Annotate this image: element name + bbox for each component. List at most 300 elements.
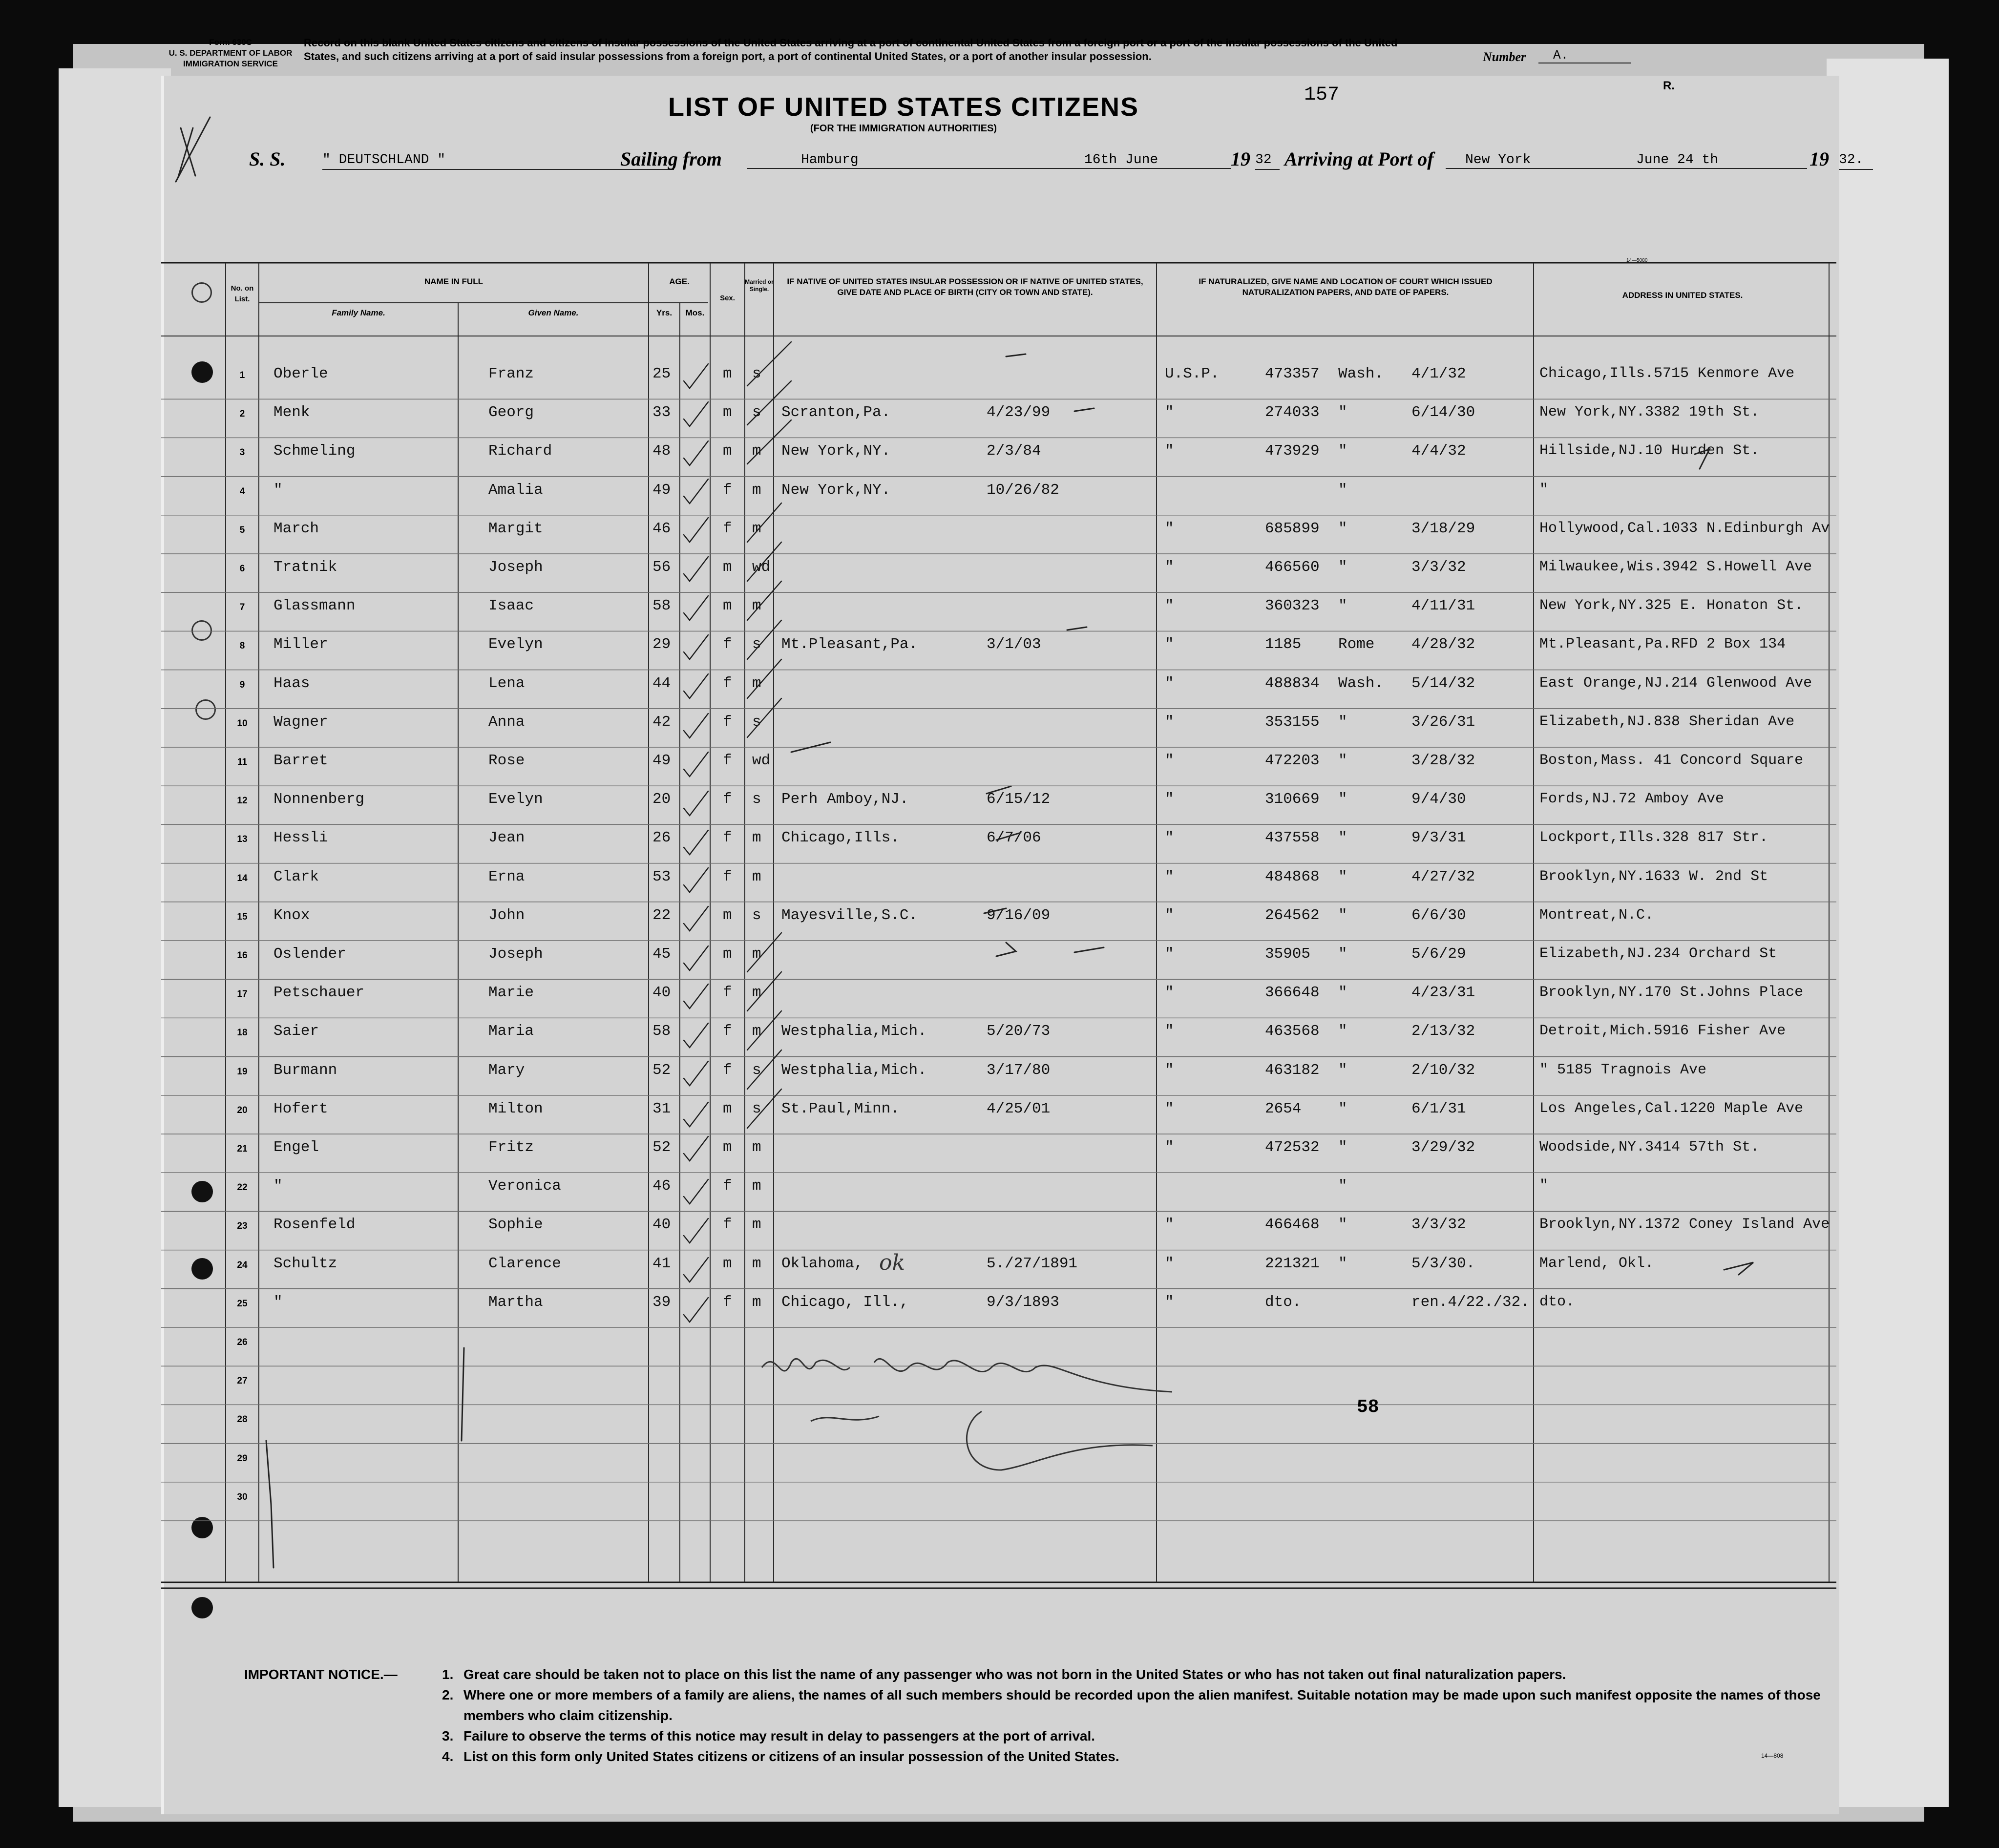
header-name-in-full: NAME IN FULL bbox=[424, 277, 483, 286]
age-years-cell: 26 bbox=[652, 829, 671, 847]
court-location-cell: " bbox=[1338, 713, 1347, 731]
marital-status-cell: wd bbox=[752, 752, 771, 769]
binder-hole-icon bbox=[195, 699, 216, 720]
sex-cell: m bbox=[723, 1100, 732, 1117]
sex-cell: m bbox=[723, 1139, 732, 1156]
address-cell: " bbox=[1539, 1177, 1549, 1195]
address-cell: Marlend, Okl. bbox=[1539, 1255, 1654, 1272]
age-years-cell: 45 bbox=[652, 945, 671, 963]
binder-hole-icon bbox=[191, 620, 212, 641]
naturalization-date-cell: 5/3/30. bbox=[1411, 1255, 1475, 1272]
marital-status-cell: m bbox=[752, 1023, 761, 1040]
address-cell: Montreat,N.C. bbox=[1539, 906, 1654, 924]
notice-item-text: Where one or more members of a family are aliens, the names of all such members should be recorded upon the alien manifest. Suitable notation may be made upon such manifest opposite the names of those members who claim citizenship. bbox=[463, 1687, 1821, 1723]
address-cell: Boston,Mass. 41 Concord Square bbox=[1539, 752, 1804, 769]
given-name-cell: Sophie bbox=[488, 1216, 543, 1234]
family-name-cell: " bbox=[274, 1177, 283, 1195]
marital-status-cell: s bbox=[752, 1061, 761, 1079]
naturalization-date-cell: 4/23/31 bbox=[1411, 984, 1475, 1002]
notice-item-text: Failure to observe the terms of this notice may result in delay to passengers at the port of arrival. bbox=[463, 1728, 1095, 1743]
age-years-cell: 33 bbox=[652, 404, 671, 421]
paper-number-cell: 274033 bbox=[1265, 404, 1320, 421]
arriving-year-suffix: 32. bbox=[1839, 152, 1873, 170]
age-years-cell: 52 bbox=[652, 1061, 671, 1079]
marital-status-cell: m bbox=[752, 674, 761, 692]
sex-cell: m bbox=[723, 945, 732, 963]
notice-item bbox=[442, 1685, 1844, 1726]
age-years-cell: 58 bbox=[652, 597, 671, 615]
row-number: 29 bbox=[237, 1453, 248, 1464]
naturalization-date-cell: 4/28/32 bbox=[1411, 636, 1475, 653]
binder-hole-icon bbox=[191, 1517, 213, 1538]
court-location-cell: " bbox=[1338, 945, 1347, 963]
paper-number-cell: 466468 bbox=[1265, 1216, 1320, 1234]
naturalization-date-cell: 3/26/31 bbox=[1411, 713, 1475, 731]
birth-place-cell: Mayesville,S.C. bbox=[781, 906, 918, 924]
marital-status-cell: s bbox=[752, 791, 761, 808]
given-name-cell: Franz bbox=[488, 365, 534, 382]
family-name-cell: Petschauer bbox=[274, 984, 365, 1002]
birth-date-cell: 2/3/84 bbox=[987, 442, 1041, 460]
given-name-cell: Veronica bbox=[488, 1177, 561, 1195]
age-years-cell: 41 bbox=[652, 1255, 671, 1272]
court-location-cell: Rome bbox=[1338, 636, 1375, 653]
binder-hole-icon bbox=[191, 1258, 213, 1280]
marital-status-cell: s bbox=[752, 906, 761, 924]
row-number: 14 bbox=[237, 873, 248, 883]
row-number: 11 bbox=[237, 757, 248, 767]
birth-date-cell: 6/7/06 bbox=[987, 829, 1041, 847]
row-number: 4 bbox=[239, 486, 245, 497]
birth-place-cell: Perh Amboy,NJ. bbox=[781, 791, 909, 808]
naturalization-date-cell: 9/4/30 bbox=[1411, 791, 1466, 808]
family-name-cell: Menk bbox=[274, 404, 310, 421]
row-number: 9 bbox=[239, 679, 245, 690]
family-name-cell: Schmeling bbox=[274, 442, 356, 460]
court-cell: " bbox=[1165, 1255, 1174, 1272]
row-number: 21 bbox=[237, 1144, 248, 1154]
address-cell: " bbox=[1539, 481, 1549, 498]
sex-cell: m bbox=[723, 1255, 732, 1272]
binding-strip bbox=[59, 68, 171, 1807]
paper-number-cell: 463182 bbox=[1265, 1061, 1320, 1079]
given-name-cell: Anna bbox=[488, 713, 525, 731]
court-cell: " bbox=[1165, 906, 1174, 924]
address-cell: dto. bbox=[1539, 1293, 1575, 1310]
marital-status-cell: m bbox=[752, 597, 761, 615]
number-value: A. bbox=[1538, 48, 1631, 63]
age-years-cell: 42 bbox=[652, 713, 671, 731]
notice-list bbox=[442, 1664, 1844, 1767]
row-number: 23 bbox=[237, 1221, 248, 1232]
birth-date-cell: 6/15/12 bbox=[987, 791, 1051, 808]
birth-date-cell: 3/17/80 bbox=[987, 1061, 1051, 1079]
birth-place-cell: New York,NY. bbox=[781, 481, 891, 499]
family-name-cell: Haas bbox=[274, 674, 310, 692]
age-years-cell: 49 bbox=[652, 481, 671, 499]
paper-number-cell: 353155 bbox=[1265, 713, 1320, 731]
marital-status-cell: m bbox=[752, 829, 761, 847]
paper-number-cell: 685899 bbox=[1265, 520, 1320, 537]
court-location-cell: " bbox=[1338, 442, 1347, 460]
binder-hole-icon bbox=[191, 282, 212, 303]
row-number: 17 bbox=[237, 989, 248, 1000]
given-name-cell: Lena bbox=[488, 674, 525, 692]
sex-cell: f bbox=[723, 1023, 732, 1040]
court-cell: " bbox=[1165, 636, 1174, 653]
address-cell: " 5185 Tragnois Ave bbox=[1539, 1061, 1707, 1078]
notice-heading: IMPORTANT NOTICE.— bbox=[244, 1667, 398, 1682]
court-location-cell: " bbox=[1338, 752, 1347, 769]
birth-date-cell: 10/26/82 bbox=[987, 481, 1059, 499]
notice-item-text: Great care should be taken not to place on this list the name of any passenger who was not born in the United States or who has not taken out final naturalization papers. bbox=[463, 1667, 1566, 1682]
court-location-cell: " bbox=[1338, 1061, 1347, 1079]
sex-cell: m bbox=[723, 559, 732, 576]
header-naturalization: IF NATURALIZED, GIVE NAME AND LOCATION OF COURT WHICH ISSUED NATURALIZATION PAPERS, AND DATE OF PAPERS. bbox=[1199, 277, 1493, 297]
court-cell: " bbox=[1165, 1293, 1174, 1311]
paper-number-cell: 264562 bbox=[1265, 906, 1320, 924]
sailing-date: 16th June bbox=[1006, 152, 1231, 169]
birth-date-cell: 4/25/01 bbox=[987, 1100, 1051, 1117]
marital-status-cell: m bbox=[752, 984, 761, 1002]
court-location-cell: " bbox=[1338, 1216, 1347, 1234]
paper-number-cell: 437558 bbox=[1265, 829, 1320, 847]
address-cell: Milwaukee,Wis.3942 S.Howell Ave bbox=[1539, 559, 1812, 575]
age-years-cell: 29 bbox=[652, 636, 671, 653]
address-cell: Fords,NJ.72 Amboy Ave bbox=[1539, 791, 1725, 808]
court-location-cell: " bbox=[1338, 984, 1347, 1002]
court-location-cell: " bbox=[1338, 1100, 1347, 1117]
birth-date-cell: 9/3/1893 bbox=[987, 1293, 1059, 1311]
naturalization-date-cell: 3/18/29 bbox=[1411, 520, 1475, 537]
paper-number-cell: 366648 bbox=[1265, 984, 1320, 1002]
given-name-cell: Fritz bbox=[488, 1139, 534, 1156]
given-name-cell: Jean bbox=[488, 829, 525, 847]
family-name-cell: Schultz bbox=[274, 1255, 337, 1272]
sex-cell: f bbox=[723, 984, 732, 1002]
paper-number-cell: dto. bbox=[1265, 1293, 1302, 1311]
address-cell: New York,NY.325 E. Honaton St. bbox=[1539, 597, 1804, 614]
age-years-cell: 31 bbox=[652, 1100, 671, 1117]
naturalization-date-cell: 5/6/29 bbox=[1411, 945, 1466, 963]
sex-cell: m bbox=[723, 442, 732, 460]
court-cell: U.S.P. bbox=[1165, 365, 1220, 382]
paper-number-cell: 310669 bbox=[1265, 791, 1320, 808]
court-cell: " bbox=[1165, 1139, 1174, 1156]
marital-status-cell: m bbox=[752, 442, 761, 460]
notice-item bbox=[442, 1726, 1844, 1746]
age-years-cell: 56 bbox=[652, 559, 671, 576]
department-name: U. S. DEPARTMENT OF LABOR bbox=[168, 48, 293, 58]
court-location-cell: Wash. bbox=[1338, 365, 1384, 382]
court-location-cell: " bbox=[1338, 1255, 1347, 1272]
court-cell: " bbox=[1165, 945, 1174, 963]
row-number: 16 bbox=[237, 950, 248, 961]
header-address: ADDRESS IN UNITED STATES. bbox=[1622, 291, 1743, 300]
age-years-cell: 53 bbox=[652, 868, 671, 885]
given-name-cell: Erna bbox=[488, 868, 525, 885]
court-cell: " bbox=[1165, 674, 1174, 692]
marital-status-cell: m bbox=[752, 1177, 761, 1195]
service-name: IMMIGRATION SERVICE bbox=[183, 59, 278, 68]
given-name-cell: Rose bbox=[488, 752, 525, 769]
row-number: 20 bbox=[237, 1105, 248, 1115]
family-name-cell: Saier bbox=[274, 1023, 319, 1040]
birth-place-cell: Chicago, Ill., bbox=[781, 1293, 909, 1311]
court-cell: " bbox=[1165, 559, 1174, 576]
print-code-bottom: 14—808 bbox=[1761, 1752, 1784, 1759]
sailing-label: Sailing from bbox=[620, 148, 722, 170]
binder-hole-icon bbox=[191, 1181, 213, 1202]
address-cell: Lockport,Ills.328 817 Str. bbox=[1539, 829, 1768, 846]
family-name-cell: Clark bbox=[274, 868, 319, 885]
row-number: 7 bbox=[239, 602, 245, 613]
ss-label: S. S. bbox=[249, 148, 286, 170]
sex-cell: f bbox=[723, 1061, 732, 1079]
court-location-cell: " bbox=[1338, 559, 1347, 576]
age-years-cell: 46 bbox=[652, 520, 671, 537]
marital-status-cell: m bbox=[752, 1139, 761, 1156]
row-number: 15 bbox=[237, 911, 248, 922]
marital-status-cell: s bbox=[752, 713, 761, 731]
birth-date-cell: 5/20/73 bbox=[987, 1023, 1051, 1040]
family-name-cell: March bbox=[274, 520, 319, 537]
family-name-cell: Glassmann bbox=[274, 597, 356, 615]
sex-cell: f bbox=[723, 791, 732, 808]
given-name-cell: Georg bbox=[488, 404, 534, 421]
naturalization-date-cell: 4/4/32 bbox=[1411, 442, 1466, 460]
header-sex: Sex. bbox=[720, 294, 735, 302]
address-cell: Los Angeles,Cal.1220 Maple Ave bbox=[1539, 1100, 1804, 1117]
address-cell: New York,NY.3382 19th St. bbox=[1539, 404, 1760, 421]
row-number: 6 bbox=[239, 564, 245, 574]
age-years-cell: 48 bbox=[652, 442, 671, 460]
address-cell: Detroit,Mich.5916 Fisher Ave bbox=[1539, 1023, 1786, 1040]
page-title: LIST OF UNITED STATES CITIZENS bbox=[668, 92, 1139, 122]
row-number: 3 bbox=[239, 447, 245, 458]
given-name-cell: Martha bbox=[488, 1293, 543, 1311]
naturalization-date-cell: 6/14/30 bbox=[1411, 404, 1475, 421]
sex-cell: f bbox=[723, 713, 732, 731]
row-number: 18 bbox=[237, 1028, 248, 1038]
family-name-cell: Oberle bbox=[274, 365, 328, 382]
marital-status-cell: m bbox=[752, 1293, 761, 1311]
sailing-year-suffix: 32 bbox=[1255, 152, 1280, 170]
age-years-cell: 40 bbox=[652, 984, 671, 1002]
page-subtitle: (FOR THE IMMIGRATION AUTHORITIES) bbox=[810, 123, 997, 134]
family-name-cell: Rosenfeld bbox=[274, 1216, 356, 1234]
row-number: 22 bbox=[237, 1182, 248, 1193]
row-number: 25 bbox=[237, 1298, 248, 1309]
family-name-cell: Oslender bbox=[274, 945, 346, 963]
paper-number-cell: 360323 bbox=[1265, 597, 1320, 615]
age-years-cell: 52 bbox=[652, 1139, 671, 1156]
court-location-cell: " bbox=[1338, 1177, 1347, 1195]
paper-number-cell: 473929 bbox=[1265, 442, 1320, 460]
sex-cell: f bbox=[723, 752, 732, 769]
header-family-name: Family Name. bbox=[332, 308, 385, 317]
given-name-cell: Isaac bbox=[488, 597, 534, 615]
voyage-line bbox=[88, 147, 1864, 172]
naturalization-date-cell: 3/3/32 bbox=[1411, 1216, 1466, 1234]
paper-number-cell: 463568 bbox=[1265, 1023, 1320, 1040]
sex-cell: m bbox=[723, 906, 732, 924]
age-years-cell: 20 bbox=[652, 791, 671, 808]
header-married-or-single: Married or Single. bbox=[745, 278, 774, 293]
court-cell: " bbox=[1165, 752, 1174, 769]
marital-status-cell: m bbox=[752, 945, 761, 963]
family-name-cell: Knox bbox=[274, 906, 310, 924]
r-mark: R. bbox=[1663, 79, 1675, 92]
given-name-cell: Mary bbox=[488, 1061, 525, 1079]
row-number: 5 bbox=[239, 525, 245, 535]
notice-item bbox=[442, 1664, 1844, 1685]
birth-place-cell: Chicago,Ills. bbox=[781, 829, 900, 847]
family-name-cell: " bbox=[274, 1293, 283, 1311]
birth-date-cell: 9/16/09 bbox=[987, 906, 1051, 924]
row-number: 10 bbox=[237, 718, 248, 729]
age-years-cell: 49 bbox=[652, 752, 671, 769]
birth-place-cell: Scranton,Pa. bbox=[781, 404, 891, 421]
given-name-cell: Amalia bbox=[488, 481, 543, 499]
given-name-cell: Marie bbox=[488, 984, 534, 1002]
row-number: 24 bbox=[237, 1260, 248, 1270]
family-name-cell: Wagner bbox=[274, 713, 328, 731]
family-name-cell: Barret bbox=[274, 752, 328, 769]
court-location-cell: " bbox=[1338, 520, 1347, 537]
family-name-cell: Engel bbox=[274, 1139, 319, 1156]
record-instructions: Record on this blank United States citizens and citizens of insular possessions of the United States arriving at a port of continental United States from a foreign port or a port of the insular possessions of the United States, and such citizens arriving at a port of said insular possessions from a foreign port, a port of continental United States, or a port of another insular possession. bbox=[304, 37, 1398, 63]
number-label: Number bbox=[1483, 50, 1526, 64]
court-cell: " bbox=[1165, 442, 1174, 460]
naturalization-date-cell: 6/6/30 bbox=[1411, 906, 1466, 924]
address-cell: Brooklyn,NY.170 St.Johns Place bbox=[1539, 984, 1804, 1001]
row-number: 19 bbox=[237, 1066, 248, 1077]
address-cell: Mt.Pleasant,Pa.RFD 2 Box 134 bbox=[1539, 636, 1786, 653]
age-years-cell: 39 bbox=[652, 1293, 671, 1311]
sex-cell: f bbox=[723, 1216, 732, 1234]
binder-hole-icon bbox=[191, 1597, 213, 1618]
naturalization-date-cell: 5/14/32 bbox=[1411, 674, 1475, 692]
page-number: 157 bbox=[1304, 84, 1340, 106]
naturalization-date-cell: 3/29/32 bbox=[1411, 1139, 1475, 1156]
sex-cell: f bbox=[723, 868, 732, 885]
ship-name: " DEUTSCHLAND " bbox=[322, 152, 674, 170]
birth-place-cell: Westphalia,Mich. bbox=[781, 1061, 927, 1079]
birth-place-cell: Oklahoma, bbox=[781, 1255, 863, 1272]
birth-date-cell: 3/1/03 bbox=[987, 636, 1041, 653]
manifest-sheet bbox=[161, 76, 1839, 1814]
given-name-cell: John bbox=[488, 906, 525, 924]
naturalization-date-cell: ren.4/22./32. bbox=[1411, 1293, 1530, 1311]
court-cell: " bbox=[1165, 1061, 1174, 1079]
court-location-cell: " bbox=[1338, 1023, 1347, 1040]
arriving-label: Arriving at Port of bbox=[1284, 148, 1434, 170]
given-name-cell: Joseph bbox=[488, 945, 543, 963]
notice-item-number: 3. bbox=[442, 1728, 454, 1743]
court-cell: " bbox=[1165, 829, 1174, 847]
court-cell: " bbox=[1165, 868, 1174, 885]
court-cell: " bbox=[1165, 1216, 1174, 1234]
background-page-edge bbox=[1827, 59, 1949, 1807]
notice-item bbox=[442, 1746, 1844, 1767]
address-cell: Chicago,Ills.5715 Kenmore Ave bbox=[1539, 365, 1795, 382]
sex-cell: f bbox=[723, 481, 732, 499]
sex-cell: f bbox=[723, 674, 732, 692]
sex-cell: f bbox=[723, 520, 732, 537]
naturalization-date-cell: 6/1/31 bbox=[1411, 1100, 1466, 1117]
header-place-of-birth: IF NATIVE OF UNITED STATES INSULAR POSSESSION OR IF NATIVE OF UNITED STATES, GIVE DATE AND PLACE OF BIRTH (CITY OR TOWN AND STATE). bbox=[787, 277, 1143, 297]
row-number: 1 bbox=[239, 370, 245, 380]
marital-status-cell: wd bbox=[752, 559, 771, 576]
naturalization-date-cell: 4/27/32 bbox=[1411, 868, 1475, 885]
paper-number-cell: 2654 bbox=[1265, 1100, 1302, 1117]
marital-status-cell: s bbox=[752, 404, 761, 421]
given-name-cell: Joseph bbox=[488, 559, 543, 576]
row-number: 30 bbox=[237, 1491, 248, 1502]
header-given-name: Given Name. bbox=[528, 308, 579, 317]
address-cell: Hillside,NJ.10 Hurden St. bbox=[1539, 442, 1760, 460]
given-name-cell: Richard bbox=[488, 442, 552, 460]
handwritten-ok-mark: ok bbox=[879, 1250, 905, 1275]
court-location-cell: " bbox=[1338, 868, 1347, 885]
address-cell: Hollywood,Cal.1033 N.Edinburgh Av bbox=[1539, 520, 1830, 537]
notice-item-number: 2. bbox=[442, 1687, 454, 1702]
address-cell: Elizabeth,NJ.838 Sheridan Ave bbox=[1539, 713, 1795, 730]
given-name-cell: Clarence bbox=[488, 1255, 561, 1272]
sex-cell: f bbox=[723, 1293, 732, 1311]
family-name-cell: Burmann bbox=[274, 1061, 337, 1079]
sex-cell: m bbox=[723, 365, 732, 382]
given-name-cell: Evelyn bbox=[488, 636, 543, 653]
given-name-cell: Margit bbox=[488, 520, 543, 537]
naturalization-date-cell: 9/3/31 bbox=[1411, 829, 1466, 847]
address-cell: East Orange,NJ.214 Glenwood Ave bbox=[1539, 674, 1812, 692]
marital-status-cell: m bbox=[752, 868, 761, 885]
age-years-cell: 22 bbox=[652, 906, 671, 924]
birth-date-cell: 5./27/1891 bbox=[987, 1255, 1078, 1272]
header-mos: Mos. bbox=[685, 308, 705, 317]
sex-cell: m bbox=[723, 597, 732, 615]
form-identifier bbox=[167, 37, 294, 69]
arriving-year-prefix: 19 bbox=[1810, 148, 1829, 170]
court-cell: " bbox=[1165, 1100, 1174, 1117]
given-name-cell: Evelyn bbox=[488, 791, 543, 808]
naturalization-date-cell: 2/13/32 bbox=[1411, 1023, 1475, 1040]
court-cell: " bbox=[1165, 597, 1174, 615]
age-years-cell: 40 bbox=[652, 1216, 671, 1234]
marital-status-cell: s bbox=[752, 636, 761, 653]
arriving-port: New York bbox=[1446, 152, 1626, 169]
given-name-cell: Maria bbox=[488, 1023, 534, 1040]
court-location-cell: " bbox=[1338, 597, 1347, 615]
court-location-cell: " bbox=[1338, 791, 1347, 808]
row-number: 13 bbox=[237, 834, 248, 845]
stamp-number: 58 bbox=[1357, 1397, 1379, 1418]
family-name-cell: Hofert bbox=[274, 1100, 328, 1117]
paper-number-cell: 466560 bbox=[1265, 559, 1320, 576]
court-cell: " bbox=[1165, 713, 1174, 731]
marital-status-cell: m bbox=[752, 1216, 761, 1234]
paper-number-cell: 472203 bbox=[1265, 752, 1320, 769]
court-location-cell: Wash. bbox=[1338, 674, 1384, 692]
birth-place-cell: Mt.Pleasant,Pa. bbox=[781, 636, 918, 653]
court-location-cell: " bbox=[1338, 1139, 1347, 1156]
naturalization-date-cell: 4/11/31 bbox=[1411, 597, 1475, 615]
arriving-date: June 24 th bbox=[1626, 152, 1807, 169]
paper-number-cell: 473357 bbox=[1265, 365, 1320, 382]
marital-status-cell: m bbox=[752, 1255, 761, 1272]
